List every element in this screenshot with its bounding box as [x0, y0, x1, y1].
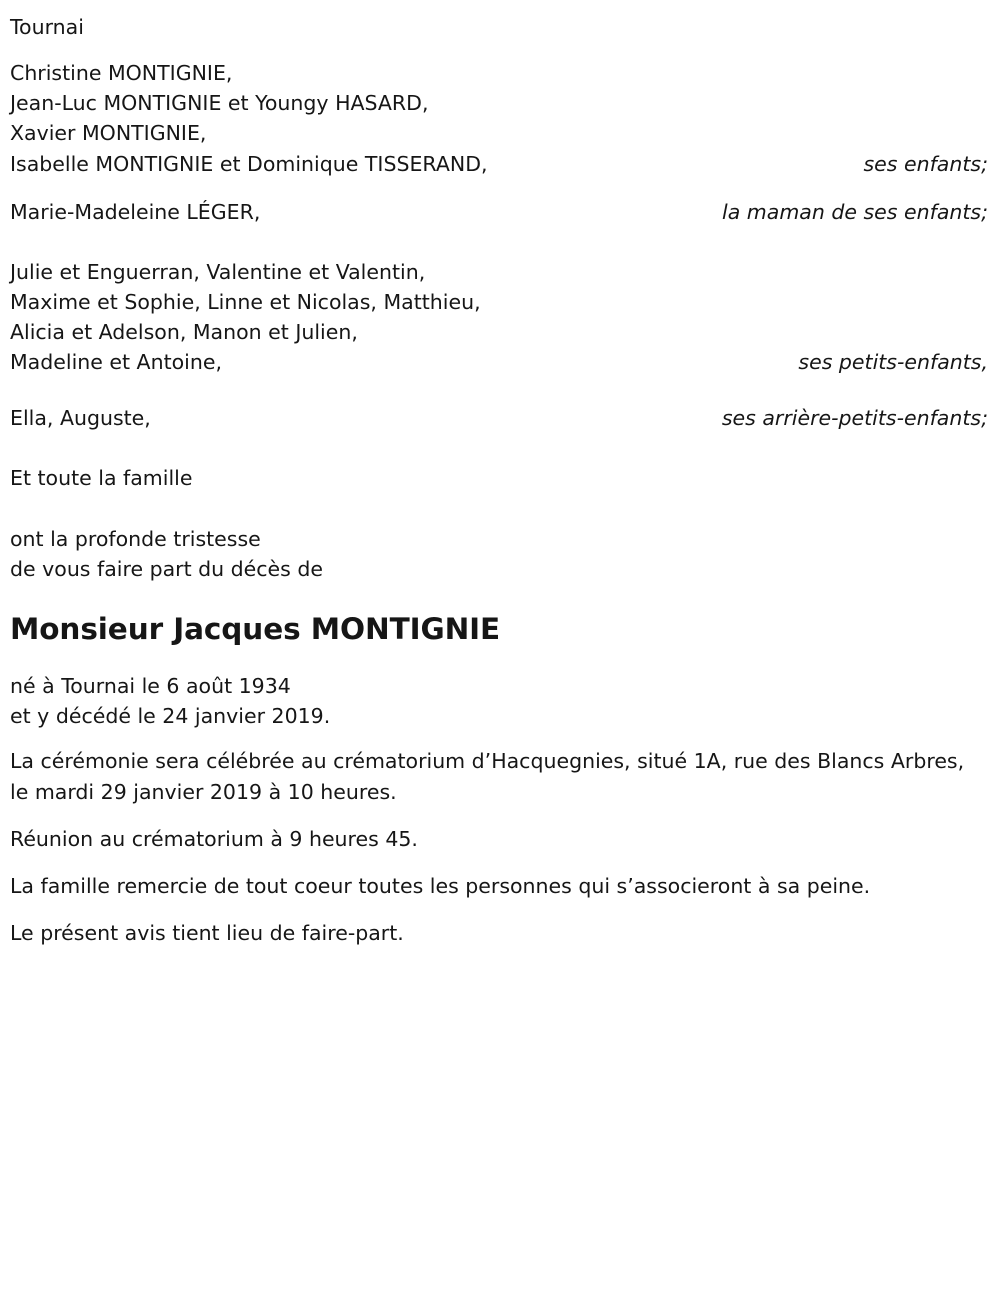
name-line: Madeline et Antoine,: [10, 350, 222, 375]
thanks-message: La famille remercie de tout coeur toutes les personnes qui s’associeront à sa peine.: [10, 873, 871, 898]
relation-label-children: ses enfants;: [863, 151, 988, 176]
death-date: et y décédé le 24 janvier 2019.: [10, 704, 331, 729]
relation-label-grandchildren: ses petits-enfants,: [798, 350, 988, 375]
name-list-mother: [10, 197, 260, 227]
relation-label-great-grandchildren: ses arrière-petits-enfants;: [721, 406, 988, 431]
name-list-whole-family: [10, 463, 192, 493]
spacer: [10, 433, 988, 463]
announcement-lead-line-2: de vous faire part du décès de: [10, 556, 323, 581]
name-line: Maxime et Sophie, Linne et Nicolas, Matthieu,: [10, 289, 481, 314]
closing-statement: Le présent avis tient lieu de faire-part.: [10, 920, 404, 945]
name-list-grandchildren: [10, 257, 481, 378]
gathering-details: Réunion au crématorium à 9 heures 45.: [10, 826, 418, 851]
announcement-lead: [10, 524, 988, 584]
birth-and-death-dates: [10, 671, 988, 731]
place-of-notice: Tournai: [10, 15, 84, 39]
name-line: Et toute la famille: [10, 466, 193, 491]
announcement-lead-line-1: ont la profonde tristesse: [10, 526, 261, 551]
name-line: Jean-Luc MONTIGNIE et Youngy HASARD,: [10, 91, 429, 116]
name-line: Marie-Madeleine LÉGER,: [10, 199, 261, 224]
family-group-whole-family: [10, 463, 988, 493]
name-line: Xavier MONTIGNIE,: [10, 121, 207, 146]
family-group-grandchildren: [10, 257, 988, 378]
name-line: Julie et Enguerran, Valentine et Valentin,: [10, 259, 426, 284]
name-line: Christine MONTIGNIE,: [10, 61, 233, 86]
spacer: [10, 377, 988, 403]
name-line: Alicia et Adelson, Manon et Julien,: [10, 320, 358, 344]
ceremony-details: La cérémonie sera célébrée au crématorium d’Hacquegnies, situé 1A, rue des Blancs Arbres, le mardi 29 janvier 2019 à 10 heures.: [10, 749, 965, 804]
family-group-mother: [10, 197, 988, 227]
name-list-great-grandchildren: [10, 403, 151, 433]
deceased-name: Monsieur Jacques MONTIGNIE: [10, 611, 501, 646]
family-group-great-grandchildren: [10, 403, 988, 433]
name-line: Ella, Auguste,: [10, 406, 151, 431]
spacer: [10, 227, 988, 257]
family-group-children: [10, 58, 988, 179]
birth-date: né à Tournai le 6 août 1934: [10, 674, 291, 699]
name-line: Isabelle MONTIGNIE et Dominique TISSERAND,: [10, 151, 488, 176]
name-list-children: [10, 58, 488, 179]
spacer: [10, 494, 988, 524]
relation-label-mother: la maman de ses enfants;: [722, 199, 988, 224]
spacer: [10, 179, 988, 197]
